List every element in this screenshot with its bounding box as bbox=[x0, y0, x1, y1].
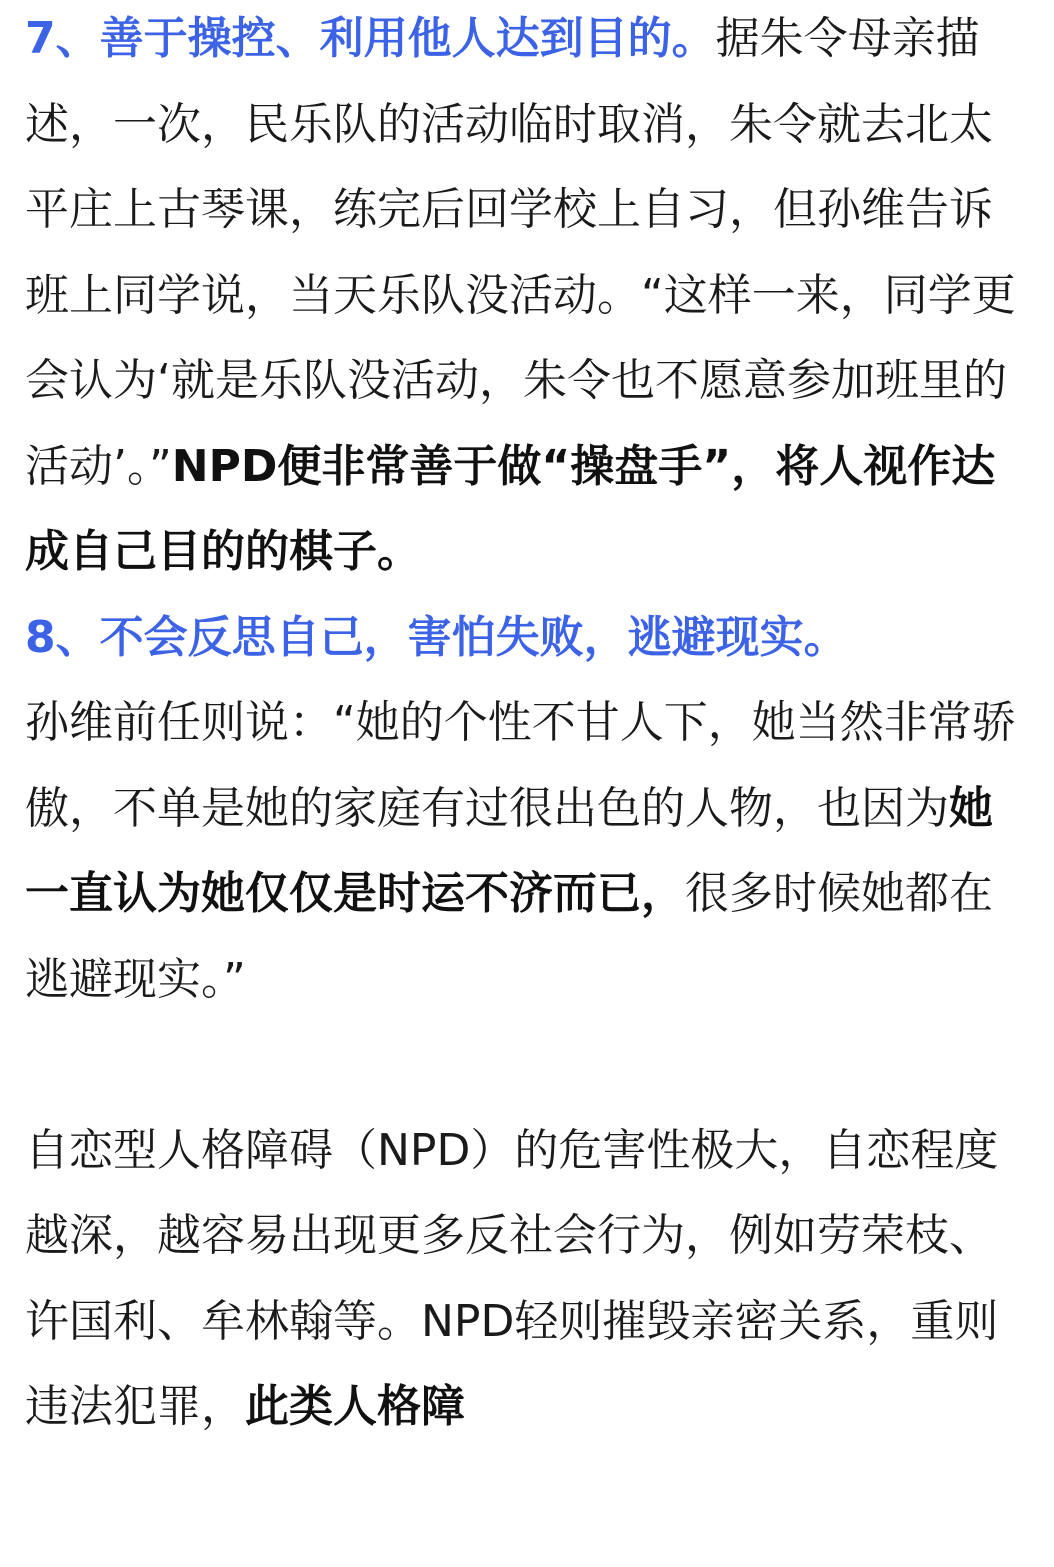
paragraph-spacer bbox=[25, 1022, 1024, 1108]
section-8-bold-text: 她一直认为她仅仅是时运不济而已， bbox=[25, 782, 993, 919]
section-7-text: 据朱令母亲描述，一次，民乐队的活动临时取消，朱令就去北太平庄上古琴课，练完后回学校上自习，但孙维告诉班上同学说，当天乐队没活动。“这样一来，同学更会认为‘就是乐队没活动，朱令也不愿意参加班里的活动’。” bbox=[25, 13, 1016, 492]
section-8-paragraph bbox=[25, 680, 1024, 1022]
summary-text: 自恋型人格障碍（NPD）的危害性极大，自恋程度越深，越容易出现更多反社会行为，例如劳荣枝、许国利、牟林翰等。NPD轻则摧毁亲密关系，重则违法犯罪， bbox=[25, 1124, 999, 1432]
summary-bold-text: 此类人格障 bbox=[245, 1381, 465, 1432]
section-7-paragraph bbox=[25, 0, 1024, 595]
section-8-text-end: 很多时候她都在逃避现实。” bbox=[25, 868, 993, 1005]
section-8-text: 孙维前任则说：“她的个性不甘人下，她当然非常骄傲，不单是她的家庭有过很出色的人物，也因为 bbox=[25, 697, 1016, 834]
summary-paragraph bbox=[25, 1108, 1024, 1450]
section-7-heading: 7、善于操控、利用他人达到目的。 bbox=[25, 13, 716, 64]
section-8-heading: 8、不会反思自己，害怕失败，逃避现实。 bbox=[25, 611, 848, 663]
section-7-bold-text: NPD便非常善于做“操盘手”，将人视作达成自己目的的棋子。 bbox=[25, 440, 996, 577]
